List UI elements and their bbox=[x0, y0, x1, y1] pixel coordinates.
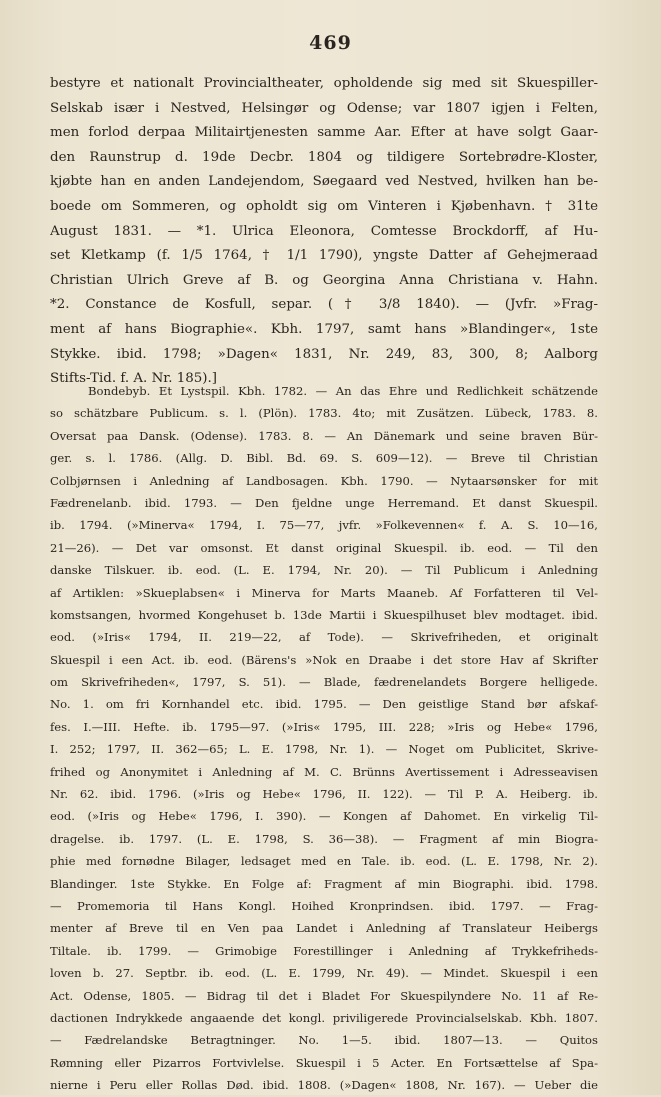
bibliography-line: eod. (»Iris og Hebe« 1796, I. 390). — Kongen af Dahomet. En virkelig Til- bbox=[50, 809, 598, 824]
bibliography-line: danske Tilskuer. ib. eod. (L. E. 1794, Nr. 20). — Til Publicum i Anledning bbox=[50, 563, 598, 578]
bibliography-line: Bondebyb. Et Lystspil. Kbh. 1782. — An das Ehre und Redlichkeit schätzende bbox=[88, 384, 598, 398]
bibliography-line: dactionen Indrykkede angaaende det kongl. priviligerede Provincialselskab. Kbh. 1807. bbox=[50, 1010, 598, 1025]
bibliography-line: Tiltale. ib. 1799. — Grimobige Forestillinger i Anledning af Trykkefriheds- bbox=[50, 943, 598, 958]
text-line: den Raunstrup d. 19de Decbr. 1804 og tildigere Sortebrødre-Kloster, bbox=[50, 149, 598, 165]
text-line: set Kletkamp (f. 1/5 1764, † 1/1 1790), yngste Datter af Gehejmeraad bbox=[50, 248, 598, 264]
bibliography-line: frihed og Anonymitet i Anledning af M. C. Brünns Avertissement i Adresseavisen bbox=[50, 764, 598, 779]
text-line: Stifts-Tid. f. A. Nr. 185).] bbox=[50, 371, 217, 387]
bibliography-line: No. 1. om fri Kornhandel etc. ibid. 1795. — Den geistlige Stand bør afskaf- bbox=[50, 697, 598, 712]
text-line: men forlod derpaa Militairtjenesten samme Aar. Efter at have solgt Gaar- bbox=[50, 125, 598, 141]
bibliography-line: Oversat paa Dansk. (Odense). 1783. 8. — An Dänemark und seine braven Bür- bbox=[50, 428, 598, 443]
page-number: 469 bbox=[309, 32, 352, 54]
text-line: August 1831. — *1. Ulrica Eleonora, Comtesse Brockdorff, af Hu- bbox=[50, 223, 598, 239]
bibliography-text bbox=[50, 380, 598, 1097]
bibliography-line: — Fædrelandske Betragtninger. No. 1—5. ibid. 1807—13. — Quitos bbox=[50, 1033, 598, 1048]
bibliography-line: af Artiklen: »Skueplabsen« i Minerva for Marts Maaneb. Af Forfatteren til Vel- bbox=[50, 585, 598, 600]
bibliography-line: komstsangen, hvormed Kongehuset b. 13de Martii i Skuespilhuset blev modtaget. ibid. bbox=[50, 607, 598, 622]
bibliography-line: Rømning eller Pizarros Fortvivlelse. Skuespil i 5 Acter. En Fortsættelse af Spa- bbox=[50, 1055, 598, 1070]
bibliography-line: eod. (»Iris« 1794, II. 219—22, af Tode). — Skrivefriheden, et originalt bbox=[50, 630, 598, 645]
text-line: Stykke. ibid. 1798; »Dagen« 1831, Nr. 249, 83, 300, 8; Aalborg bbox=[50, 346, 598, 362]
text-line: ment af hans Biographie«. Kbh. 1797, samt hans »Blandinger«, 1ste bbox=[50, 321, 598, 337]
bibliography-line: ib. 1794. (»Minerva« 1794, I. 75—77, jvfr. »Folkevennen« f. A. S. 10—16, bbox=[50, 518, 598, 533]
bibliography-line: Nr. 62. ibid. 1796. (»Iris og Hebe« 1796, II. 122). — Til P. A. Heiberg. ib. bbox=[50, 787, 598, 802]
bibliography-line: loven b. 27. Septbr. ib. eod. (L. E. 1799, Nr. 49). — Mindet. Skuespil i een bbox=[50, 966, 598, 981]
bibliography-line: fes. I.—III. Hefte. ib. 1795—97. (»Iris« 1795, III. 228; »Iris og Hebe« 1796, bbox=[50, 719, 598, 734]
bibliography-line: Colbjørnsen i Anledning af Landbosagen. Kbh. 1790. — Nytaarsønsker for mit bbox=[50, 473, 598, 488]
bibliography-line: Act. Odense, 1805. — Bidrag til det i Bladet For Skuespilyndere No. 11 af Re- bbox=[50, 988, 598, 1003]
text-line: kjøbte han en anden Landejendom, Søegaard ved Nestved, hvilken han be- bbox=[50, 174, 598, 190]
text-line: *2. Constance de Kosfull, separ. († 3/8 1840). — (Jvfr. »Frag- bbox=[50, 297, 598, 313]
biography-text bbox=[50, 72, 598, 392]
bibliography-line: 21—26). — Det var omsonst. Et danst original Skuespil. ib. eod. — Til den bbox=[50, 540, 598, 555]
text-line: boede om Sommeren, og opholdt sig om Vinteren i Kjøbenhavn. † 31te bbox=[50, 198, 598, 214]
bibliography-line: dragelse. ib. 1797. (L. E. 1798, S. 36—38). — Fragment af min Biogra- bbox=[50, 831, 598, 846]
bibliography-line: so schätzbare Publicum. s. l. (Plön). 1783. 4to; mit Zusätzen. Lübeck, 1783. 8. bbox=[50, 406, 598, 421]
bibliography-line: om Skrivefriheden«, 1797, S. 51). — Blade, fædrenelandets Borgere helligede. bbox=[50, 675, 598, 690]
text-line: Christian Ulrich Greve af B. og Georgina Anna Christiana v. Hahn. bbox=[50, 272, 598, 288]
bibliography-line: Fædrenelanb. ibid. 1793. — Den fjeldne unge Herremand. Et danst Skuespil. bbox=[50, 495, 598, 510]
bibliography-line: Blandinger. 1ste Stykke. En Folge af: Fragment af min Biographi. ibid. 1798. bbox=[50, 876, 598, 891]
bibliography-line: I. 252; 1797, II. 362—65; L. E. 1798, Nr. 1). — Noget om Publicitet, Skrive- bbox=[50, 742, 598, 757]
bibliography-line: menter af Breve til en Ven paa Landet i Anledning af Translateur Heibergs bbox=[50, 921, 598, 936]
bibliography-line: — Promemoria til Hans Kongl. Hoihed Kronprindsen. ibid. 1797. — Frag- bbox=[50, 898, 598, 913]
bibliography-line: nierne i Peru eller Rollas Død. ibid. 1808. (»Dagen« 1808, Nr. 167). — Ueber die bbox=[50, 1078, 598, 1093]
bibliography-line: phie med fornødne Bilager, ledsaget med en Tale. ib. eod. (L. E. 1798, Nr. 2). bbox=[50, 854, 598, 869]
text-line: bestyre et nationalt Provincialtheater, opholdende sig med sit Skuespiller- bbox=[50, 76, 598, 91]
bibliography-line: Skuespil i een Act. ib. eod. (Bärens's »Nok en Draabe i det store Hav af Skrifter bbox=[50, 652, 598, 667]
text-line: Selskab især i Nestved, Helsingør og Odense; var 1807 igjen i Felten, bbox=[50, 100, 598, 116]
bibliography-line: ger. s. l. 1786. (Allg. D. Bibl. Bd. 69. S. 609—12). — Breve til Christian bbox=[50, 451, 598, 466]
